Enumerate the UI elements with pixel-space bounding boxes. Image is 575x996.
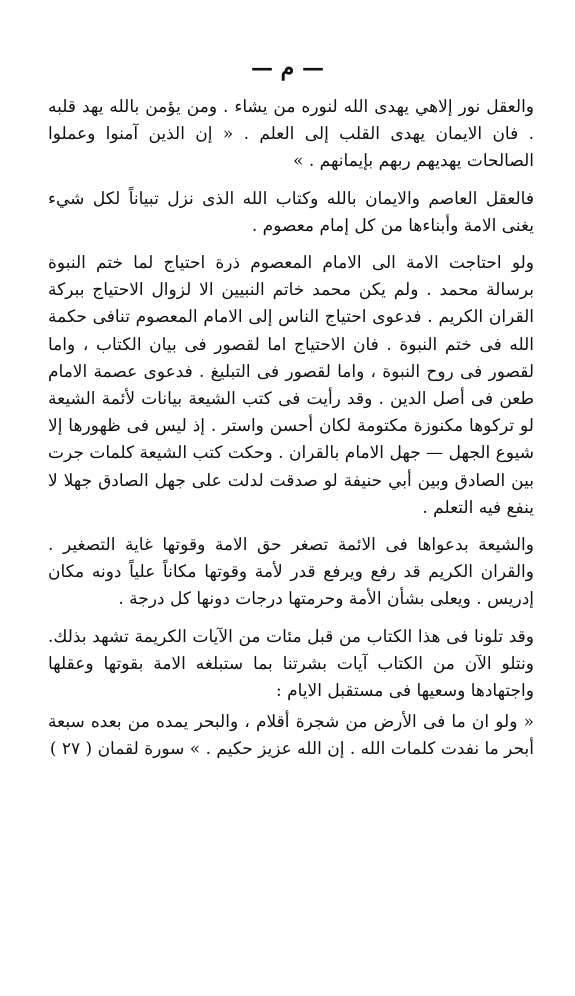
page-number: — م — [251, 55, 324, 81]
paragraph-intellect-light: والعقل نور إلاهي يهدى الله لنوره من يشاء . ومن يؤمن بالله يهد قلبه . فان الايمان يهدى القلب إلى العلم . « إن الذين آمنوا وعملوا الصالحات يهديهم ربهم بإيمانهم . » [48, 97, 534, 172]
body-text [48, 94, 534, 774]
paragraph-shia-claims: والشيعة بدعواها فى الائمة تصغر حق الامة وقوتها غاية التصغير . والقران الكريم قد رفع ويرفع قدر لأمة وقوتها مكاناً علياً دونه مكان إدريس . ويعلى بشأن الأمة وحرمتها درجات دونها كل درجة . [48, 535, 534, 610]
paragraph-seal-of-prophethood: ولو احتاجت الامة الى الامام المعصوم ذرة احتياج لما ختم النبوة برسالة محمد . ولم يكن محمد خاتم النبيين الا لزوال الاحتياج ببركة القران الكريم . فدعوى احتياج الناس إلى الامام المعصوم تنافى حكمة الله فى ختم النبوة . فان الاحتياج اما لقصور فى بيان الكتاب ، واما لقصور فى روح النبوة ، واما لقصور فى التبليغ . فدعوى عصمة الامام طعن فى أصل الدين . وقد رأيت فى كتب الشيعة بيانات لأئمة الشيعة لو تركوها مكنوزة مكتومة لكان أحسن واستر . إذ ليس فى ظهورها إلا شيوع الجهل — جهل الامام بالقران . وحكت كتب الشيعة كلمات جرت بين الصادق وبين أبي حنيفة لو صدقت لدلت على جهل الصادق جهلا لا ينفع فيه التعلم . [48, 253, 534, 518]
paragraph-verses-intro: وقد تلونا فى هذا الكتاب من قبل مئات من الآيات الكريمة تشهد بذلك. ونتلو الآن من الكتاب آيات بشرتنا بما ستبلغه الامة بقوتها وعقلها واجتهادها وسعيها فى مستقبل الايام : [48, 626, 534, 702]
paragraph-quran-quote: « ولو ان ما فى الأرض من شجرة أقلام ، والبحر يمده من بعده سبعة أبحر ما نفدت كلمات الله . إن الله عزيز حكيم . » سورة لقمان ( ٢٧ ) [48, 712, 534, 760]
paragraph-protecting-intellect: فالعقل العاصم والايمان بالله وكتاب الله الذى نزل تبياناً لكل شيء يغنى الامة وأبناءها من كل إمام معصوم . [48, 188, 534, 236]
